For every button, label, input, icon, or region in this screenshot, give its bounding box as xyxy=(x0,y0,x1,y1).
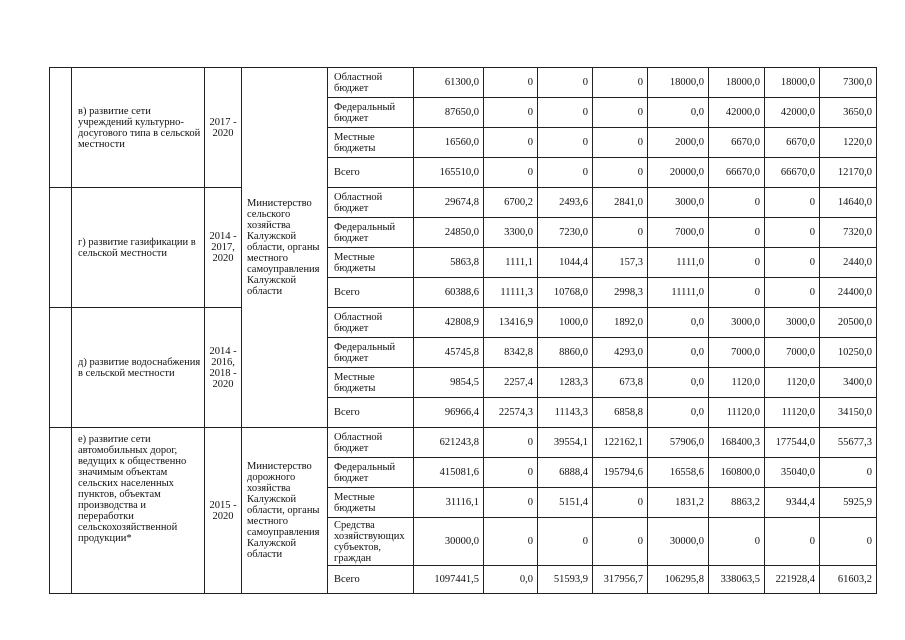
amount-cell: 168400,3 xyxy=(709,428,765,458)
funding-source-cell: Всего xyxy=(328,566,414,594)
amount-cell: 57906,0 xyxy=(648,428,709,458)
amount-cell: 0 xyxy=(593,218,648,248)
amount-cell: 3000,0 xyxy=(709,308,765,338)
amount-cell: 7320,0 xyxy=(820,218,877,248)
executor-cell: Министерство дорожного хозяйства Калужской области, органы местного самоуправления Калужской области xyxy=(242,428,328,594)
amount-cell: 673,8 xyxy=(593,368,648,398)
amount-cell: 1831,2 xyxy=(648,488,709,518)
amount-cell: 24400,0 xyxy=(820,278,877,308)
amount-cell: 3300,0 xyxy=(484,218,538,248)
table-row xyxy=(50,308,877,338)
amount-cell: 1220,0 xyxy=(820,128,877,158)
amount-cell: 0 xyxy=(484,518,538,566)
amount-cell: 3650,0 xyxy=(820,98,877,128)
amount-cell: 39554,1 xyxy=(538,428,593,458)
amount-cell: 61603,2 xyxy=(820,566,877,594)
amount-cell: 16558,6 xyxy=(648,458,709,488)
executor-cell: Министерство сельского хозяйства Калужской области, органы местного самоуправления Калужской области xyxy=(242,68,328,428)
amount-cell: 2493,6 xyxy=(538,188,593,218)
amount-cell: 18000,0 xyxy=(648,68,709,98)
amount-cell: 1044,4 xyxy=(538,248,593,278)
amount-cell: 0 xyxy=(820,458,877,488)
amount-cell: 0 xyxy=(484,98,538,128)
amount-cell: 9344,4 xyxy=(765,488,820,518)
amount-cell: 29674,8 xyxy=(414,188,484,218)
amount-cell: 1111,1 xyxy=(484,248,538,278)
table-row xyxy=(50,188,877,218)
amount-cell: 1120,0 xyxy=(765,368,820,398)
amount-cell: 0 xyxy=(593,98,648,128)
amount-cell: 6670,0 xyxy=(765,128,820,158)
funding-source-cell: Областной бюджет xyxy=(328,308,414,338)
amount-cell: 6670,0 xyxy=(709,128,765,158)
period-cell: 2017 - 2020 xyxy=(205,68,242,188)
amount-cell: 0 xyxy=(484,458,538,488)
amount-cell: 0 xyxy=(765,518,820,566)
amount-cell: 6700,2 xyxy=(484,188,538,218)
amount-cell: 9854,5 xyxy=(414,368,484,398)
amount-cell: 0 xyxy=(484,128,538,158)
amount-cell: 160800,0 xyxy=(709,458,765,488)
amount-cell: 11120,0 xyxy=(765,398,820,428)
measure-name-cell: д) развитие водоснабжения в сельской местности xyxy=(72,308,205,428)
amount-cell: 0 xyxy=(538,98,593,128)
amount-cell: 0,0 xyxy=(648,398,709,428)
amount-cell: 30000,0 xyxy=(414,518,484,566)
amount-cell: 221928,4 xyxy=(765,566,820,594)
amount-cell: 16560,0 xyxy=(414,128,484,158)
amount-cell: 1097441,5 xyxy=(414,566,484,594)
amount-cell: 0 xyxy=(593,68,648,98)
amount-cell: 10250,0 xyxy=(820,338,877,368)
amount-cell: 0 xyxy=(538,158,593,188)
amount-cell: 2257,4 xyxy=(484,368,538,398)
amount-cell: 60388,6 xyxy=(414,278,484,308)
amount-cell: 195794,6 xyxy=(593,458,648,488)
amount-cell: 2998,3 xyxy=(593,278,648,308)
period-cell: 2015 - 2020 xyxy=(205,428,242,594)
amount-cell: 51593,9 xyxy=(538,566,593,594)
amount-cell: 66670,0 xyxy=(709,158,765,188)
amount-cell: 12170,0 xyxy=(820,158,877,188)
amount-cell: 4293,0 xyxy=(593,338,648,368)
amount-cell: 0 xyxy=(593,128,648,158)
funding-source-cell: Местные бюджеты xyxy=(328,128,414,158)
amount-cell: 0,0 xyxy=(648,308,709,338)
amount-cell: 0 xyxy=(709,218,765,248)
amount-cell: 338063,5 xyxy=(709,566,765,594)
funding-source-cell: Федеральный бюджет xyxy=(328,458,414,488)
amount-cell: 42808,9 xyxy=(414,308,484,338)
table-row xyxy=(50,428,877,458)
amount-cell: 30000,0 xyxy=(648,518,709,566)
amount-cell: 415081,6 xyxy=(414,458,484,488)
amount-cell: 0,0 xyxy=(484,566,538,594)
period-cell: 2014 - 2017, 2020 xyxy=(205,188,242,308)
amount-cell: 1892,0 xyxy=(593,308,648,338)
amount-cell: 0 xyxy=(709,518,765,566)
amount-cell: 61300,0 xyxy=(414,68,484,98)
amount-cell: 2440,0 xyxy=(820,248,877,278)
amount-cell: 0 xyxy=(709,248,765,278)
amount-cell: 1120,0 xyxy=(709,368,765,398)
table-row xyxy=(50,68,877,98)
amount-cell: 8860,0 xyxy=(538,338,593,368)
amount-cell: 42000,0 xyxy=(765,98,820,128)
amount-cell: 11120,0 xyxy=(709,398,765,428)
amount-cell: 0 xyxy=(593,518,648,566)
amount-cell: 5863,8 xyxy=(414,248,484,278)
amount-cell: 0 xyxy=(765,248,820,278)
amount-cell: 177544,0 xyxy=(765,428,820,458)
amount-cell: 7000,0 xyxy=(765,338,820,368)
amount-cell: 66670,0 xyxy=(765,158,820,188)
budget-table xyxy=(49,67,877,594)
amount-cell: 11111,3 xyxy=(484,278,538,308)
amount-cell: 317956,7 xyxy=(593,566,648,594)
amount-cell: 0 xyxy=(538,68,593,98)
measure-name-cell: г) развитие газификации в сельской местности xyxy=(72,188,205,308)
amount-cell: 7000,0 xyxy=(709,338,765,368)
amount-cell: 14640,0 xyxy=(820,188,877,218)
amount-cell: 0 xyxy=(765,278,820,308)
amount-cell: 0 xyxy=(593,488,648,518)
amount-cell: 1000,0 xyxy=(538,308,593,338)
amount-cell: 157,3 xyxy=(593,248,648,278)
funding-source-cell: Федеральный бюджет xyxy=(328,218,414,248)
amount-cell: 0 xyxy=(593,158,648,188)
amount-cell: 6888,4 xyxy=(538,458,593,488)
amount-cell: 20500,0 xyxy=(820,308,877,338)
funding-source-cell: Всего xyxy=(328,278,414,308)
amount-cell: 18000,0 xyxy=(765,68,820,98)
period-cell: 2014 - 2016, 2018 - 2020 xyxy=(205,308,242,428)
amount-cell: 2841,0 xyxy=(593,188,648,218)
funding-source-cell: Средства хозяйствующих субъектов, граждан xyxy=(328,518,414,566)
amount-cell: 6858,8 xyxy=(593,398,648,428)
amount-cell: 8863,2 xyxy=(709,488,765,518)
amount-cell: 18000,0 xyxy=(709,68,765,98)
funding-source-cell: Всего xyxy=(328,158,414,188)
row-number-cell xyxy=(50,68,72,188)
funding-source-cell: Местные бюджеты xyxy=(328,248,414,278)
measure-name-cell: в) развитие сети учреждений культурно-досугового типа в сельской местности xyxy=(72,68,205,188)
amount-cell: 0,0 xyxy=(648,338,709,368)
amount-cell: 1283,3 xyxy=(538,368,593,398)
amount-cell: 5925,9 xyxy=(820,488,877,518)
amount-cell: 7300,0 xyxy=(820,68,877,98)
amount-cell: 0,0 xyxy=(648,98,709,128)
funding-source-cell: Областной бюджет xyxy=(328,68,414,98)
amount-cell: 35040,0 xyxy=(765,458,820,488)
amount-cell: 87650,0 xyxy=(414,98,484,128)
funding-source-cell: Местные бюджеты xyxy=(328,488,414,518)
amount-cell: 31116,1 xyxy=(414,488,484,518)
amount-cell: 0 xyxy=(709,188,765,218)
row-number-cell xyxy=(50,308,72,428)
amount-cell: 0,0 xyxy=(648,368,709,398)
amount-cell: 13416,9 xyxy=(484,308,538,338)
amount-cell: 0 xyxy=(484,488,538,518)
amount-cell: 7000,0 xyxy=(648,218,709,248)
amount-cell: 3000,0 xyxy=(648,188,709,218)
row-number-cell xyxy=(50,188,72,308)
amount-cell: 3400,0 xyxy=(820,368,877,398)
amount-cell: 8342,8 xyxy=(484,338,538,368)
funding-source-cell: Федеральный бюджет xyxy=(328,338,414,368)
amount-cell: 2000,0 xyxy=(648,128,709,158)
amount-cell: 0 xyxy=(709,278,765,308)
amount-cell: 0 xyxy=(538,518,593,566)
amount-cell: 5151,4 xyxy=(538,488,593,518)
funding-source-cell: Всего xyxy=(328,398,414,428)
amount-cell: 45745,8 xyxy=(414,338,484,368)
amount-cell: 11111,0 xyxy=(648,278,709,308)
amount-cell: 11143,3 xyxy=(538,398,593,428)
amount-cell: 22574,3 xyxy=(484,398,538,428)
row-number-cell xyxy=(50,428,72,594)
amount-cell: 621243,8 xyxy=(414,428,484,458)
amount-cell: 0 xyxy=(820,518,877,566)
amount-cell: 34150,0 xyxy=(820,398,877,428)
amount-cell: 7230,0 xyxy=(538,218,593,248)
funding-source-cell: Областной бюджет xyxy=(328,188,414,218)
amount-cell: 0 xyxy=(484,158,538,188)
amount-cell: 0 xyxy=(765,188,820,218)
amount-cell: 0 xyxy=(484,68,538,98)
amount-cell: 0 xyxy=(484,428,538,458)
amount-cell: 165510,0 xyxy=(414,158,484,188)
budget-table-page xyxy=(49,67,876,594)
measure-name-cell: е) развитие сети автомобильных дорог, ведущих к общественно значимым объектам сельских населенных пунктов, объектам производства и переработки сельскохозяйственной продукции* xyxy=(72,428,205,594)
amount-cell: 3000,0 xyxy=(765,308,820,338)
amount-cell: 0 xyxy=(538,128,593,158)
amount-cell: 106295,8 xyxy=(648,566,709,594)
amount-cell: 0 xyxy=(765,218,820,248)
amount-cell: 42000,0 xyxy=(709,98,765,128)
amount-cell: 1111,0 xyxy=(648,248,709,278)
amount-cell: 20000,0 xyxy=(648,158,709,188)
amount-cell: 24850,0 xyxy=(414,218,484,248)
amount-cell: 122162,1 xyxy=(593,428,648,458)
amount-cell: 55677,3 xyxy=(820,428,877,458)
amount-cell: 96966,4 xyxy=(414,398,484,428)
funding-source-cell: Федеральный бюджет xyxy=(328,98,414,128)
funding-source-cell: Областной бюджет xyxy=(328,428,414,458)
amount-cell: 10768,0 xyxy=(538,278,593,308)
funding-source-cell: Местные бюджеты xyxy=(328,368,414,398)
